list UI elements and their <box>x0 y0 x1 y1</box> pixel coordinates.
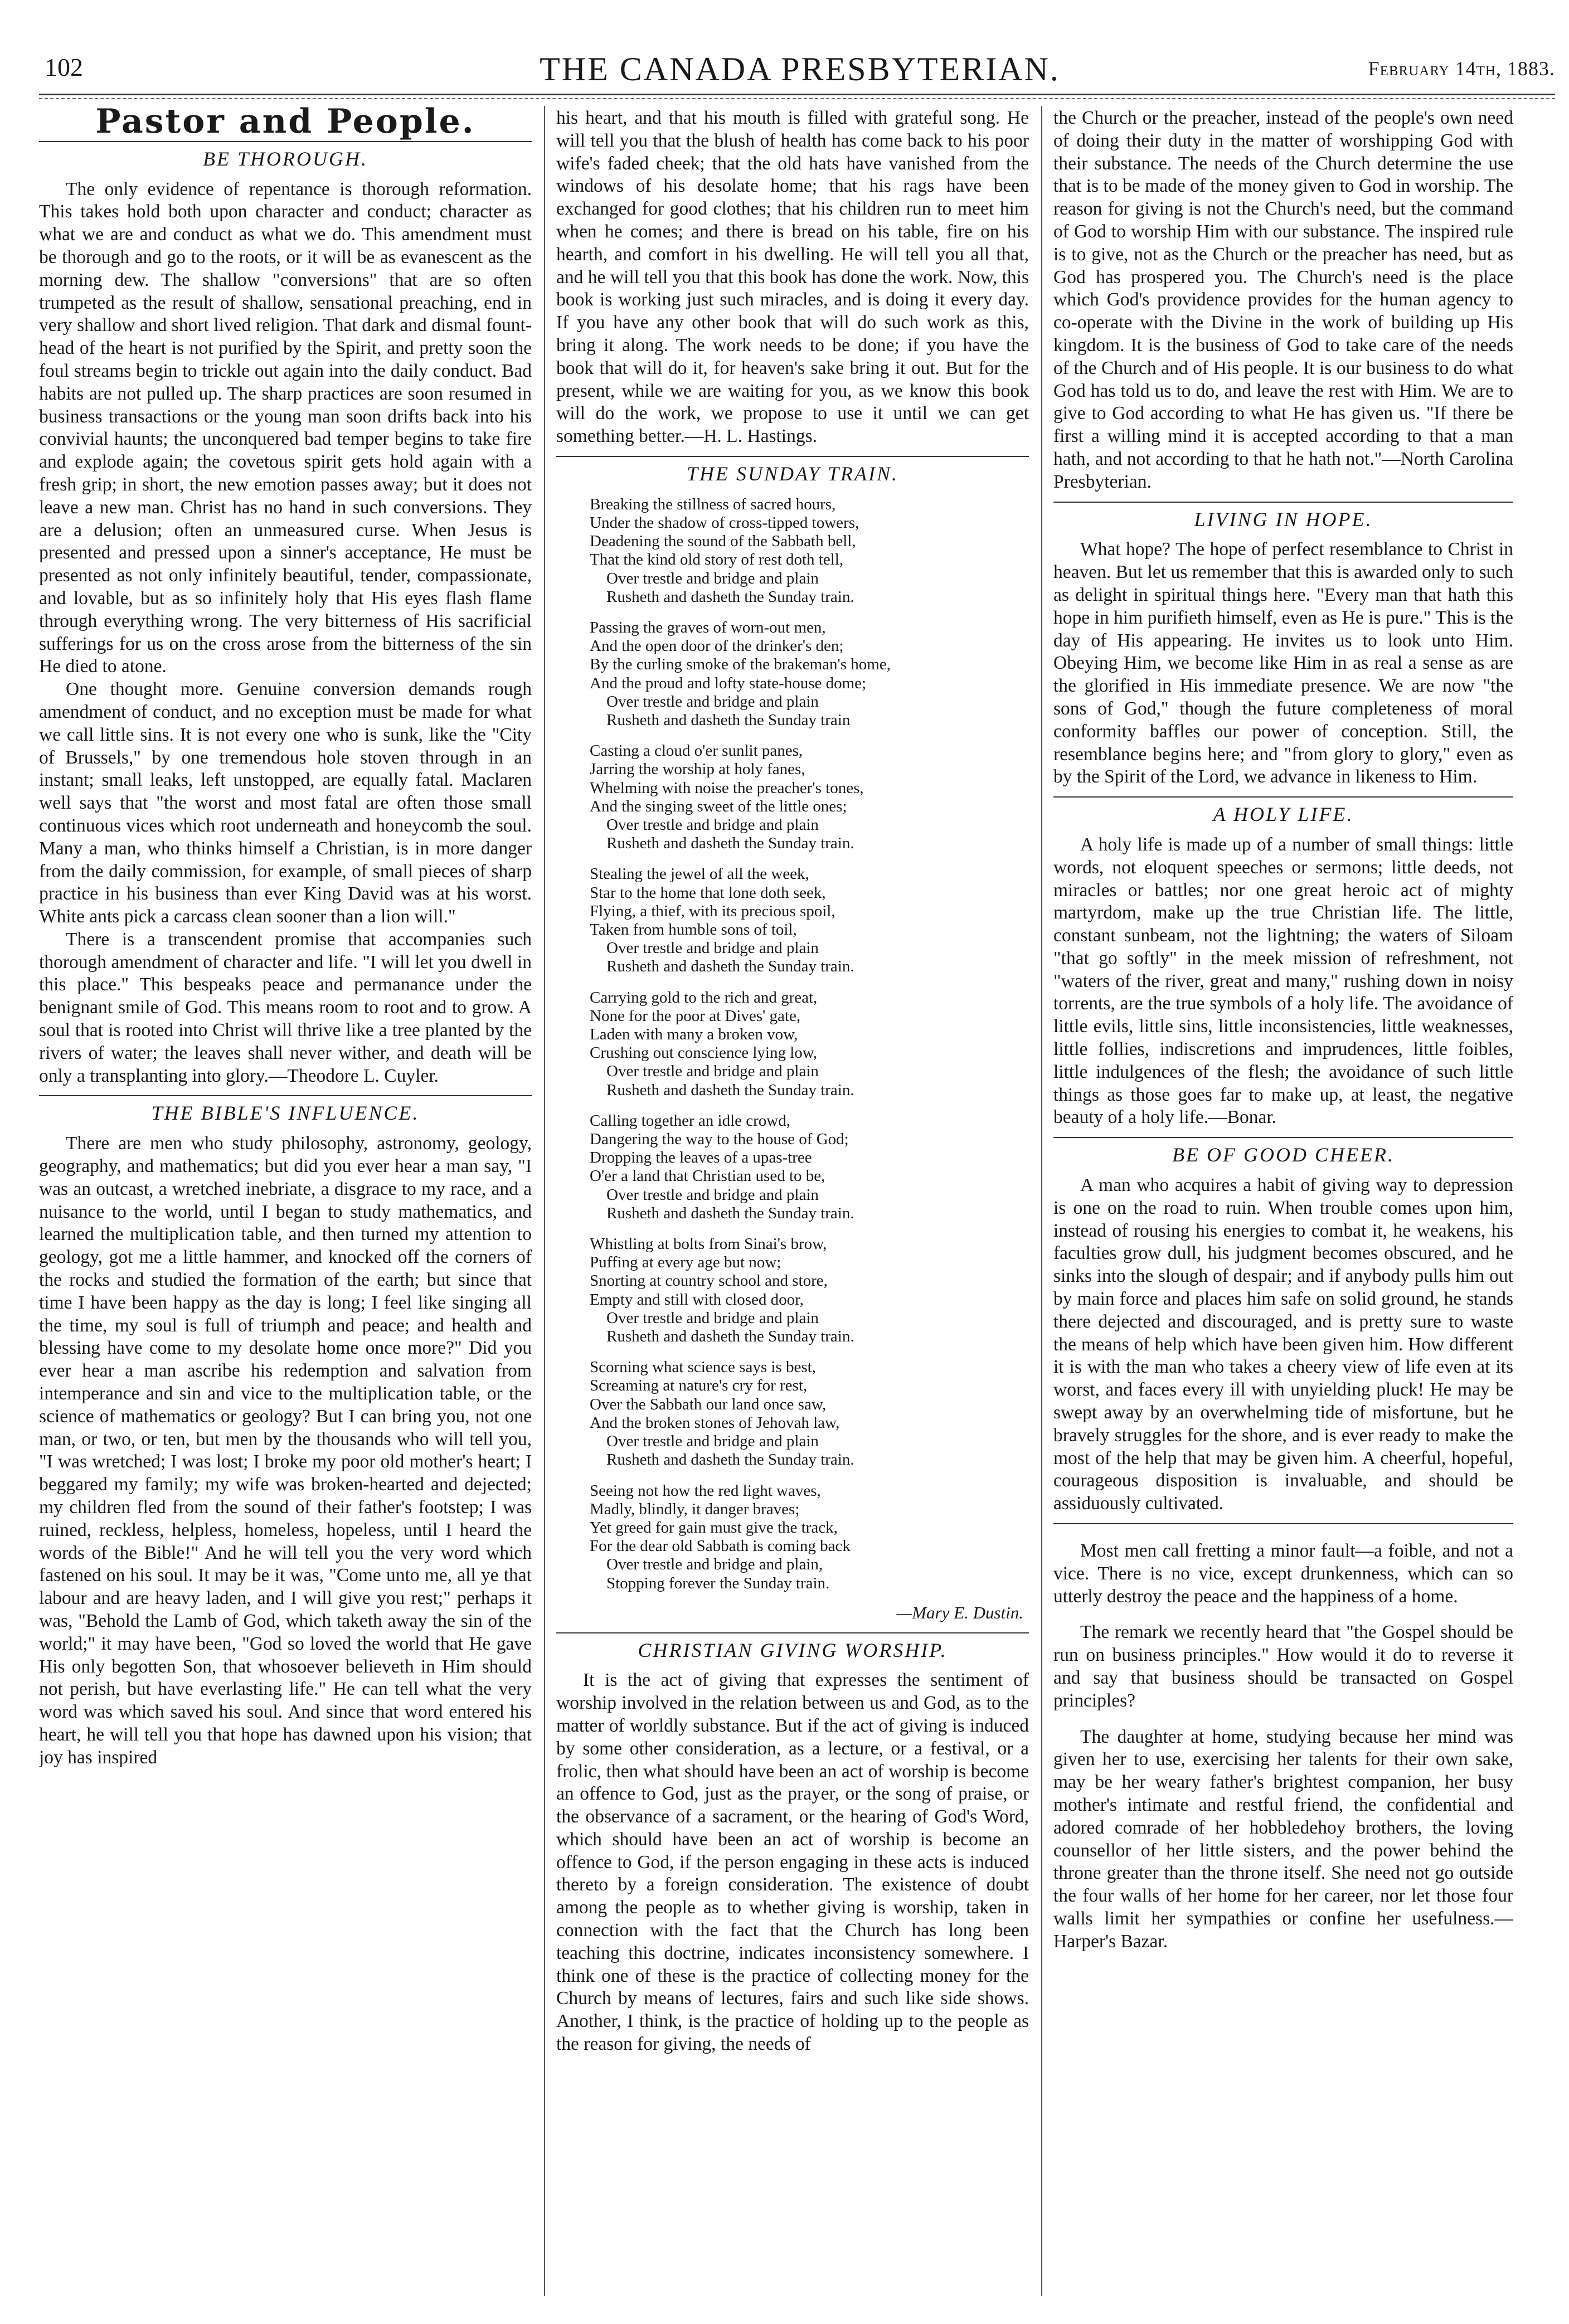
paragraph: There is a transcendent promise that accompanies such thorough amendment of character and life. "I will let you dwell in this place." This bespeaks peace and permanance under the benignant smile of God. This means room to root and to grow. A soul that is rooted into Christ will thrive like a tree planted by the rivers of water; the leaves shall never wither, and death will be only a transplanting into glory.—Theodore L. Cuyler. <box>39 928 532 1086</box>
poem-line: Scorning what science says is best, <box>590 1358 816 1377</box>
poem-line: Taken from humble sons of toil, <box>590 921 797 939</box>
section-heading: BE OF GOOD CHEER. <box>1172 1144 1395 1166</box>
poem-line: And the singing sweet of the little ones; <box>590 797 847 815</box>
poem-line: Whelming with noise the preacher's tones, <box>590 779 864 797</box>
poem-line: Casting a cloud o'er sunlit panes, <box>590 742 803 760</box>
poem-line: Carrying gold to the rich and great, <box>590 988 818 1007</box>
poem-line: Over trestle and bridge and plain <box>606 939 819 957</box>
poem-line: And the open door of the drinker's den; <box>590 637 844 655</box>
poem-line: Over trestle and bridge and plain <box>606 1309 819 1327</box>
masthead-dashed-rule <box>39 98 1555 99</box>
column-3 <box>1053 107 1513 2302</box>
poem-line: Over trestle and bridge and plain <box>606 1185 819 1204</box>
poem-line: And the proud and lofty state-house dome; <box>590 674 867 692</box>
section-heading: CHRISTIAN GIVING WORSHIP. <box>638 1639 948 1661</box>
poem-line: Under the shadow of cross-tipped towers, <box>590 513 859 532</box>
poem-line: Madly, blindly, it danger braves; <box>590 1500 800 1518</box>
poem-line: Dangering the way to the house of God; <box>590 1130 849 1149</box>
poem-line: For the dear old Sabbath is coming back <box>590 1537 851 1555</box>
poem-line: Stopping forever the Sunday train. <box>606 1574 830 1592</box>
paragraph: The remark we recently heard that "the Gospel should be run on business principles." How would it do to reverse it and say that business should be transacted on Gospel principles? <box>1053 1622 1513 1711</box>
poem-line: Over trestle and bridge and plain <box>606 569 819 587</box>
poem-line: That the kind old story of rest doth tell, <box>590 551 844 569</box>
paragraph: It is the act of giving that expresses the sentiment of worship involved in the relation between us and God, as to the matter of worldly substance. But if the act of giving is induced by some other consideration, as a lecture, or a festival, or a frolic, then what should have been an act of worship is become an offence to God, just as the prayer, or the song of praise, or the observance of a sacrament, or the hearing of God's Word, which should have been an act of worship is become an offence to God, if the person engaging in these acts is induced thereto by a foreign consideration. The existence of doubt among the people as to whether giving is worship, taken in connection with the fact that the Church has long been teaching this doctrine, indicates inconsistency somewhere. I think one of these is the practice of collecting money for the Church by means of lectures, fairs and such like side shows. Another, I think, is the practice of holding up to the people as the reason for giving, the needs of <box>556 1670 1029 2055</box>
section-rule <box>39 1095 532 1096</box>
masthead-rule <box>39 94 1555 95</box>
poem-line: Yet greed for gain must give the track, <box>590 1518 838 1537</box>
department-title: Pastor and People. <box>95 107 475 141</box>
poem-line: Over trestle and bridge and plain <box>606 1062 819 1081</box>
poem-stanza <box>590 989 1029 1100</box>
paragraph: One thought more. Genuine conversion demands rough amendment of conduct, and no exception must be made for what we call little sins. It is not every one who is sunk, like the "City of Brussels," by one tremendous hole stoven through in an instant; small leaks, left unstopped, are equally fatal. Maclaren well says that "the worst and most fatal are often those small continuous vices which root underneath and honeycomb the soul. Many a man, who thinks himself a Christian, is in more danger from the daily commission, for example, of small pieces of sharp practice in his business than ever King David was at his worst. White ants pick a carcass clean sooner than a lion will." <box>39 679 532 927</box>
column-divider <box>544 106 545 2296</box>
section-rule <box>1053 1137 1513 1138</box>
paragraph-continuation: his heart, and that his mouth is filled with grateful song. He will tell you that the blush of health has come back to his poor wife's faded cheek; that the old hats have vanished from the windows of his desolate home; that his rags have been exchanged for good clothes; that his children run to meet him when he comes; and there is bread on his table, fire on his hearth, and comfort in his dwelling. He will tell you all that, and he will tell you that this book has done the work. Now, this book is working just such miracles, and is doing it every day. If you have any other book that will do such work as this, bring it along. The work needs to be done; if you have the book that will do it, for heaven's sake bring it out. But for the present, while we are waiting for you, as we know this book will do the work, we propose to use it until we can get something better.—H. L. Hastings. <box>556 108 1029 447</box>
section-rule <box>1053 796 1513 798</box>
poem-stanza <box>590 865 1029 976</box>
poem-stanza <box>590 1112 1029 1223</box>
poem-line: Empty and still with closed door, <box>590 1290 804 1309</box>
masthead <box>45 50 1555 89</box>
poem-line: Snorting at country school and store, <box>590 1272 828 1290</box>
column-1 <box>39 107 532 2302</box>
poem-line: Rusheth and dasheth the Sunday train. <box>606 1204 854 1222</box>
poem-stanza <box>590 1235 1029 1346</box>
poem-line: Screaming at nature's cry for rest, <box>590 1377 808 1395</box>
section-heading: A HOLY LIFE. <box>1213 803 1354 826</box>
paragraph: What hope? The hope of perfect resemblance to Christ in heaven. But let us remember that this is awarded only to such as delight in spiritual things here. "Every man that hath this hope in him purifieth himself, even as He is pure." This is the day of His appearing. He invites us to look unto Him. Obeying Him, we become like Him in as real a sense as are the glorified in His immediate presence. We are now "the sons of God," though the future completeness of moral conformity baffles our power of conception. Still, the resemblance begins here; and "from glory to glory," even as by the Spirit of the Lord, we advance in likeness to Him. <box>1053 539 1513 787</box>
issue-date: February 14th, 1883. <box>1368 57 1555 80</box>
paragraph: The only evidence of repentance is thorough reformation. This takes hold both upon character and conduct; character as what we are and conduct as what we do. This amendment must be thorough and go to the roots, or it will be as evanescent as the morning dew. The shallow "conversions" that are so often trumpeted as the result of shallow, sensational preaching, end in very shallow and short lived religion. That dark and dismal fount-head of the heart is not purified by the Spirit, and pretty soon the foul streams begin to trickle out again into the daily conduct. Bad habits are not pulled up. The sharp practices are soon resumed in business transactions or the young man soon drifts back into his convivial haunts; the unconquered bad temper begins to take fire and explode again; the covetous spirit gets hold again with a fresh grip; in short, the new emotion passes away; but it does not leave a new man. Christ has no hand in such conversions. They are a delusion; often an unmeasured curse. When Jesus is presented and pressed upon a sinner's acceptance, He must be presented as not only infinitely beautiful, tender, compassionate, and lovable, but as so infinitely holy that His eyes flash flame through everything wrong. The very bitterness of His sacrificial sufferings for us on the cross arose from the bitterness of the sin He died to atone. <box>39 178 532 677</box>
poem-line: Rusheth and dasheth the Sunday train. <box>606 957 854 976</box>
paragraph: Most men call fretting a minor fault—a foible, and not a vice. There is no vice, except drunkenness, which can so utterly destroy the peace and the happiness of a home. <box>1053 1540 1513 1607</box>
section-heading: LIVING IN HOPE. <box>1194 508 1373 531</box>
poem-stanza <box>590 1482 1029 1593</box>
poem-line: Flying, a thief, with its precious spoil, <box>590 902 835 920</box>
poem-line: O'er a land that Christian used to be, <box>590 1167 825 1185</box>
poem-line: Seeing not how the red light waves, <box>590 1481 821 1500</box>
poem-line: Rusheth and dasheth the Sunday train. <box>606 1328 854 1346</box>
poem-stanza <box>590 619 1029 730</box>
poem-line: Stealing the jewel of all the week, <box>590 865 809 883</box>
section-rule <box>1053 502 1513 503</box>
poem-line: Laden with many a broken vow, <box>590 1025 798 1044</box>
poem-author: —Mary E. Dustin. <box>896 1602 1023 1622</box>
poem-line: Jarring the worship at holy fanes, <box>590 760 805 779</box>
paragraph: A man who acquires a habit of giving way to depression is one on the road to ruin. When trouble comes upon him, instead of rousing his energies to combat it, he weakens, his faculties grow dull, his judgment becomes obscured, and he sinks into the slough of despair; and if anybody pulls him out by main force and places him safe on solid ground, he stands there dejected and discouraged, and is pretty sure to waste the means of help which have been given him. How different it is with the man who takes a cheery view of life even at its worst, and faces every ill with unyielding pluck! He may be swept away by an overwhelming tide of misfortune, but he bravely struggles for the shore, and is ever ready to make the most of the help that may be given him. A cheerful, hopeful, courageous disposition is invaluable, and should be assiduously cultivated. <box>1053 1175 1513 1514</box>
poem-stanza <box>590 495 1029 606</box>
poem-line: Puffing at every age but now; <box>590 1253 781 1272</box>
section-heading: BE THOROUGH. <box>203 147 368 170</box>
poem-line: Over trestle and bridge and plain <box>606 816 819 834</box>
poem-line: Over trestle and bridge and plain <box>606 1432 819 1451</box>
poem-line: Rusheth and dasheth the Sunday train. <box>606 587 854 606</box>
poem-line: By the curling smoke of the brakeman's home, <box>590 655 891 674</box>
section-rule <box>556 456 1029 457</box>
poem-stanza <box>590 742 1029 853</box>
poem-line: Crushing out conscience lying low, <box>590 1044 818 1062</box>
paragraph: The daughter at home, studying because her mind was given her to use, exercising her talents for their own sake, may be her weary father's brightest companion, her busy mother's intimate and restful friend, the confidential and adored comrade of her hobbledehoy brothers, the loving counsellor of her little sisters, and the power behind the throne greater than the throne itself. She need not go outside the four walls of her home for her career, nor let those four walls limit her sympathies or confine her usefulness.—Harper's Bazar. <box>1053 1726 1513 1952</box>
poem-line: Rusheth and dasheth the Sunday train. <box>606 1451 854 1469</box>
column-divider <box>1041 106 1042 2296</box>
poem-line: Breaking the stillness of sacred hours, <box>590 495 836 513</box>
paragraph: There are men who study philosophy, astronomy, geology, geography, and mathematics; but did you ever hear a man say, "I was an outcast, a wretched inebriate, a disgrace to my race, and a nuisance to the world, until I began to study mathematics, and learned the multiplication table, and then turned my attention to geology, got me a little hammer, and knocked off the corners of the rocks and studied the formation of the earth; but since that time I have been happy as the day is long; I feel like singing all the time, my soul is full of triumph and peace; and health and blessing have come to my desolate home once more?" Did you ever hear a man ascribe his redemption and salvation from intemperance and sin and vice to the multiplication table, or the science of mathematics or geology? But I can bring you, not one man, or two, or ten, but men by the thousands who will tell you, "I was wretched; I was lost; I broke my poor old mother's heart; I beggared my family; my wife was broken-hearted and dejected; my children fled from the sound of their father's footstep; I was ruined, reckless, helpless, homeless, hopeless, until I heard the words of the Bible!" And he will tell you the very word which fastened on his soul. It may be it was, "Come unto me, all ye that labour and are heavy laden, and I will give you rest;" perhaps it was, "Behold the Lamb of God, which taketh away the sin of the world;" it may have been, "God so loved the world that He gave His only begotten Son, that whosoever believeth in Him should not perish, but have everlasting life." He can tell what the very word was which saved his soul. And since that word entered his heart, he will tell you that hope has dawned upon his vision; that joy has inspired <box>39 1133 532 1768</box>
newspaper-title: THE CANADA PRESBYTERIAN. <box>540 51 1060 87</box>
poem-line: And the broken stones of Jehovah law, <box>590 1413 840 1432</box>
poem-line: Over trestle and bridge and plain <box>606 692 819 711</box>
poem <box>590 495 1029 1593</box>
poem-line: Over trestle and bridge and plain, <box>606 1555 823 1574</box>
paragraph: A holy life is made up of a number of small things: little words, not eloquent speeches or sermons; little deeds, not miracles or battles; nor one great heroic act of mighty martyrdom, make up the true Christian life. The little, constant sunbeam, not the lightning; the waters of Siloam "that go softly" in the meek mission of refreshment, not "waters of the river, great and many," rushing down in noisy torrents, are the true symbols of a holy life. The avoidance of little evils, little sins, little inconsistencies, little weaknesses, little follies, indiscretions and imprudences, little foibles, little indulgences of the flesh; the avoidance of such little things as those goes far to make up, at least, the negative beauty of a holy life.—Bonar. <box>1053 834 1513 1128</box>
poem-line: Over the Sabbath our land once saw, <box>590 1395 827 1413</box>
column-2 <box>556 107 1029 2302</box>
section-rule <box>39 141 532 142</box>
poem-line: Rusheth and dasheth the Sunday train <box>606 711 851 729</box>
poem-line: Rusheth and dasheth the Sunday train. <box>606 834 854 853</box>
section-rule <box>1053 1523 1513 1524</box>
poem-heading: THE SUNDAY TRAIN. <box>686 462 899 485</box>
page-number: 102 <box>45 53 83 81</box>
poem-stanza <box>590 1358 1029 1469</box>
poem-line: None for the poor at Dives' gate, <box>590 1007 801 1025</box>
poem-line: Whistling at bolts from Sinai's brow, <box>590 1235 827 1253</box>
poem-line: Dropping the leaves of a upas-tree <box>590 1149 812 1167</box>
poem-line: Star to the home that lone doth seek, <box>590 883 826 902</box>
poem-line: Passing the graves of worn-out men, <box>590 618 826 636</box>
poem-line: Rusheth and dasheth the Sunday train. <box>606 1081 854 1099</box>
section-heading: THE BIBLE'S INFLUENCE. <box>151 1102 420 1125</box>
poem-line: Deadening the sound of the Sabbath bell, <box>590 532 856 551</box>
poem-line: Calling together an idle crowd, <box>590 1111 790 1130</box>
paragraph-continuation: the Church or the preacher, instead of the people's own need of doing their duty in the matter of worshipping God with their substance. The needs of the Church determine the use that is to be made of the money given to God in worship. The reason for giving is not the Church's need, but the command of God to worship Him with our substance. The inspired rule is to give, not as the Church or the preacher has need, but as God has prospered you. The Church's need is the place which God's providence provides for the human agency to co-operate with the Divine in the work of building up His kingdom. It is the business of God to take care of the needs of the Church and of His people. It is our business to do what God has told us to do, and leave the rest with Him. We are to give to God according to what He has given us. "If there be first a willing mind it is accepted according to that a man hath, and not according to that he hath not."—North Carolina Presbyterian. <box>1053 108 1513 492</box>
section-rule <box>556 1632 1029 1633</box>
